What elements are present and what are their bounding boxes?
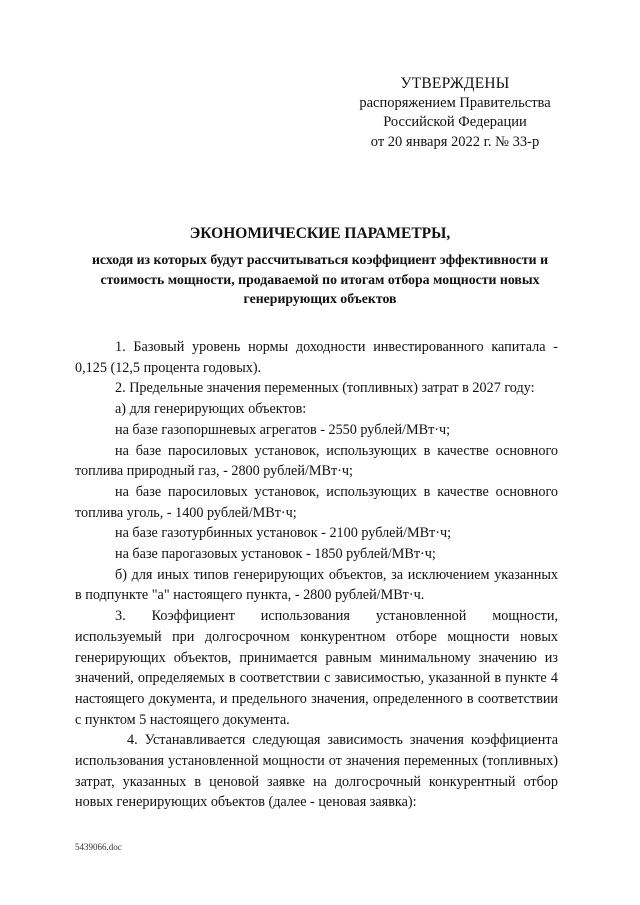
paragraph-2a-item-1: на базе газопоршневых агрегатов - 2550 рублей/МВт·ч; xyxy=(115,421,451,438)
paragraph-2a-item-5: на базе парогазовых установок - 1850 рублей/МВт·ч; xyxy=(115,546,436,563)
paragraph-2a: а) для генерирующих объектов: xyxy=(115,401,307,418)
paragraph-2a-item-2: на базе паросиловых установок, использующих в качестве основного топлива природный газ, - 2800 рублей/МВт·ч; xyxy=(75,442,558,480)
paragraph-2a-item-3: на базе паросиловых установок, использующих в качестве основного топлива уголь, - 1400 рублей/МВт·ч; xyxy=(75,483,558,521)
document-title: ЭКОНОМИЧЕСКИЕ ПАРАМЕТРЫ, xyxy=(189,225,451,242)
approval-block xyxy=(330,74,580,152)
paragraph-3: 3. Коэффициент использования установленной мощности, используемый при долгосрочном конкурентном отборе мощности новых генерирующих объектов, принимается равным минимальному значению из значений, определяемых в соответствии с зависимостью, указанной в пункте 4 настоящего документа, и предельного значения, определенного в соответствии с пунктом 5 настоящего документа. xyxy=(75,608,558,728)
paragraph-1: 1. Базовый уровень нормы доходности инвестированного капитала - 0,125 (12,5 процента годовых). xyxy=(75,339,558,376)
document-body xyxy=(75,337,558,813)
approval-line-2: Российской Федерации xyxy=(383,114,527,130)
document-heading xyxy=(70,224,570,309)
document-id-footer: 5439066.doc xyxy=(75,842,122,852)
paragraph-4: 4. Устанавливается следующая зависимость значения коэффициента использования установленной мощности от значения переменных (топливных) затрат, указанных в ценовой заявке на долгосрочный конкурентный отбор новых генерирующих объектов (далее - ценовая заявка): xyxy=(75,732,558,811)
paragraph-2a-item-4: на базе газотурбинных установок - 2100 рублей/МВт·ч; xyxy=(115,525,452,542)
approval-line-1: распоряжением Правительства xyxy=(359,94,551,111)
document-subtitle: исходя из которых будут рассчитываться коэффициент эффективности и стоимость мощности, продаваемой по итогам отбора мощности новых генерирующих объектов xyxy=(91,252,549,306)
paragraph-2b: б) для иных типов генерирующих объектов, за исключением указанных в подпункте "а" настоящего пункта, - 2800 рублей/МВт·ч. xyxy=(75,566,558,604)
paragraph-2: 2. Предельные значения переменных (топливных) затрат в 2027 году: xyxy=(115,380,535,397)
approval-title: УТВЕРЖДЕНЫ xyxy=(400,75,510,92)
approval-line-3: от 20 января 2022 г. № 33-р xyxy=(370,133,540,150)
